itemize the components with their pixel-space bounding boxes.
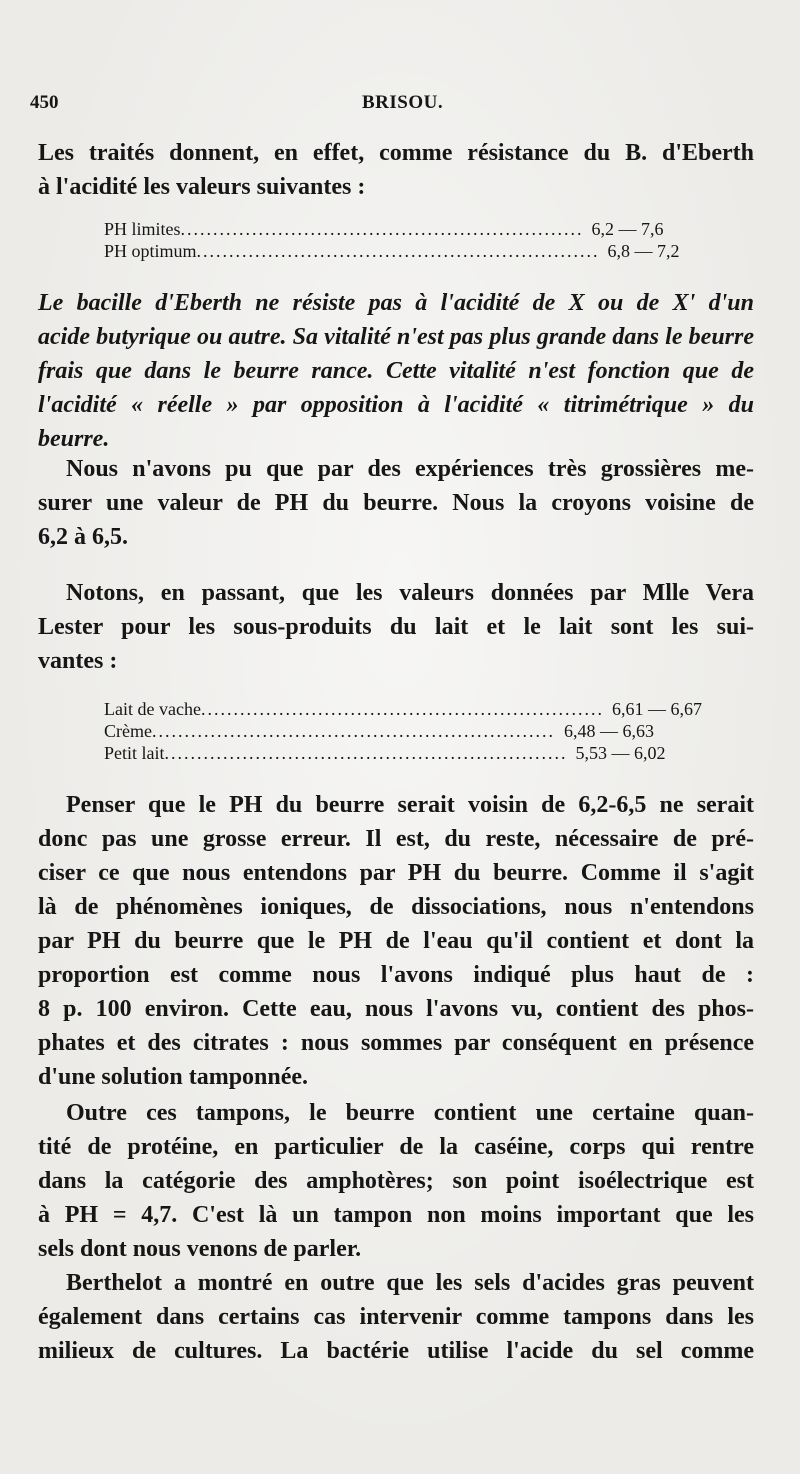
text-line: à PH = 4,7. C'est là un tampon non moins important que les xyxy=(38,1202,754,1228)
intro-paragraph xyxy=(38,136,754,204)
table-row: Crème .............................................................. 6,48 — 6,63 xyxy=(104,720,714,742)
ph-limits-table xyxy=(104,218,714,262)
row-label: PH limites xyxy=(104,219,181,239)
table-row: Petit lait .............................................................. 5,53 — 6,02 xyxy=(104,742,714,764)
page-header xyxy=(22,92,760,122)
text-line: frais que dans le beurre rance. Cette vitalité n'est fonction que de xyxy=(38,358,754,384)
paragraph-ph-definition xyxy=(38,788,754,1094)
text-line: phates et des citrates : nous sommes par conséquent en présence xyxy=(38,1030,754,1056)
text-line: 6,2 à 6,5. xyxy=(38,524,128,550)
text-line: beurre. xyxy=(38,426,110,452)
row-value: 6,48 — 6,63 xyxy=(564,721,654,741)
text-line: à l'acidité les valeurs suivantes : xyxy=(38,174,366,200)
table-row: PH optimum .............................................................. 6,8 — 7,2 xyxy=(104,240,714,262)
text-line: Notons, en passant, que les valeurs données par Mlle Vera xyxy=(66,580,754,606)
row-label: Lait de vache xyxy=(104,699,201,719)
paragraph-berthelot xyxy=(38,1266,754,1368)
text-line: Nous n'avons pu que par des expériences très grossières me- xyxy=(66,456,754,482)
text-line: vantes : xyxy=(38,648,118,674)
running-title: BRISOU. xyxy=(362,92,444,113)
text-line: Berthelot a montré en outre que les sels d'acides gras peuvent xyxy=(66,1270,754,1296)
row-value: 6,2 — 7,6 xyxy=(591,219,664,239)
row-label: Crème xyxy=(104,721,152,741)
text-line: par PH du beurre que le PH de l'eau qu'il contient et dont la xyxy=(38,928,754,954)
text-line: tité de protéine, en particulier de la caséine, corps qui rentre xyxy=(38,1134,754,1160)
paragraph-tampons xyxy=(38,1096,754,1266)
row-label: PH optimum xyxy=(104,241,197,261)
page-number: 450 xyxy=(30,92,59,113)
text-line: Les traités donnent, en effet, comme résistance du B. d'Eberth xyxy=(38,140,754,166)
text-line: là de phénomènes ioniques, de dissociations, nous n'entendons xyxy=(38,894,754,920)
text-line: dans la catégorie des amphotères; son point isoélectrique est xyxy=(38,1168,754,1194)
text-line: ciser ce que nous entendons par PH du beurre. Comme il s'agit xyxy=(38,860,754,886)
text-line: proportion est comme nous l'avons indiqué plus haut de : xyxy=(38,962,754,988)
row-value: 5,53 — 6,02 xyxy=(575,743,666,763)
row-value: 6,61 — 6,67 xyxy=(611,699,702,719)
text-line: d'une solution tamponnée. xyxy=(38,1064,309,1090)
text-line: également dans certains cas intervenir comme tampons dans les xyxy=(38,1304,754,1330)
text-line: milieux de cultures. La bactérie utilise l'acide du sel comme xyxy=(38,1338,754,1364)
text-line: acide butyrique ou autre. Sa vitalité n'est pas plus grande dans le beurre xyxy=(38,324,754,350)
paragraph-ph-estimate xyxy=(38,452,754,554)
text-line: Penser que le PH du beurre serait voisin de 6,2-6,5 ne serait xyxy=(66,792,754,818)
row-label: Petit lait xyxy=(104,743,165,763)
table-row: Lait de vache .............................................................. 6,61 — 6,67 xyxy=(104,698,714,720)
text-line: donc pas une grosse erreur. Il est, du reste, nécessaire de pré- xyxy=(38,826,754,852)
text-line: 8 p. 100 environ. Cette eau, nous l'avons vu, contient des phos- xyxy=(38,996,754,1022)
text-line: surer une valeur de PH du beurre. Nous la croyons voisine de xyxy=(38,490,754,516)
paragraph-vera-lester xyxy=(38,576,754,678)
milk-products-table xyxy=(104,698,714,764)
text-line: l'acidité « réelle » par opposition à l'acidité « titrimétrique » du xyxy=(38,392,754,418)
italic-paragraph xyxy=(38,286,754,456)
text-line: sels dont nous venons de parler. xyxy=(38,1236,362,1262)
table-row: PH limites .............................................................. 6,2 — 7,6 xyxy=(104,218,714,240)
text-line: Lester pour les sous-produits du lait et le lait sont les sui- xyxy=(38,614,754,640)
row-value: 6,8 — 7,2 xyxy=(607,241,680,261)
text-line: Outre ces tampons, le beurre contient une certaine quan- xyxy=(66,1100,754,1126)
text-line: Le bacille d'Eberth ne résiste pas à l'acidité de X ou de X' d'un xyxy=(38,290,754,316)
